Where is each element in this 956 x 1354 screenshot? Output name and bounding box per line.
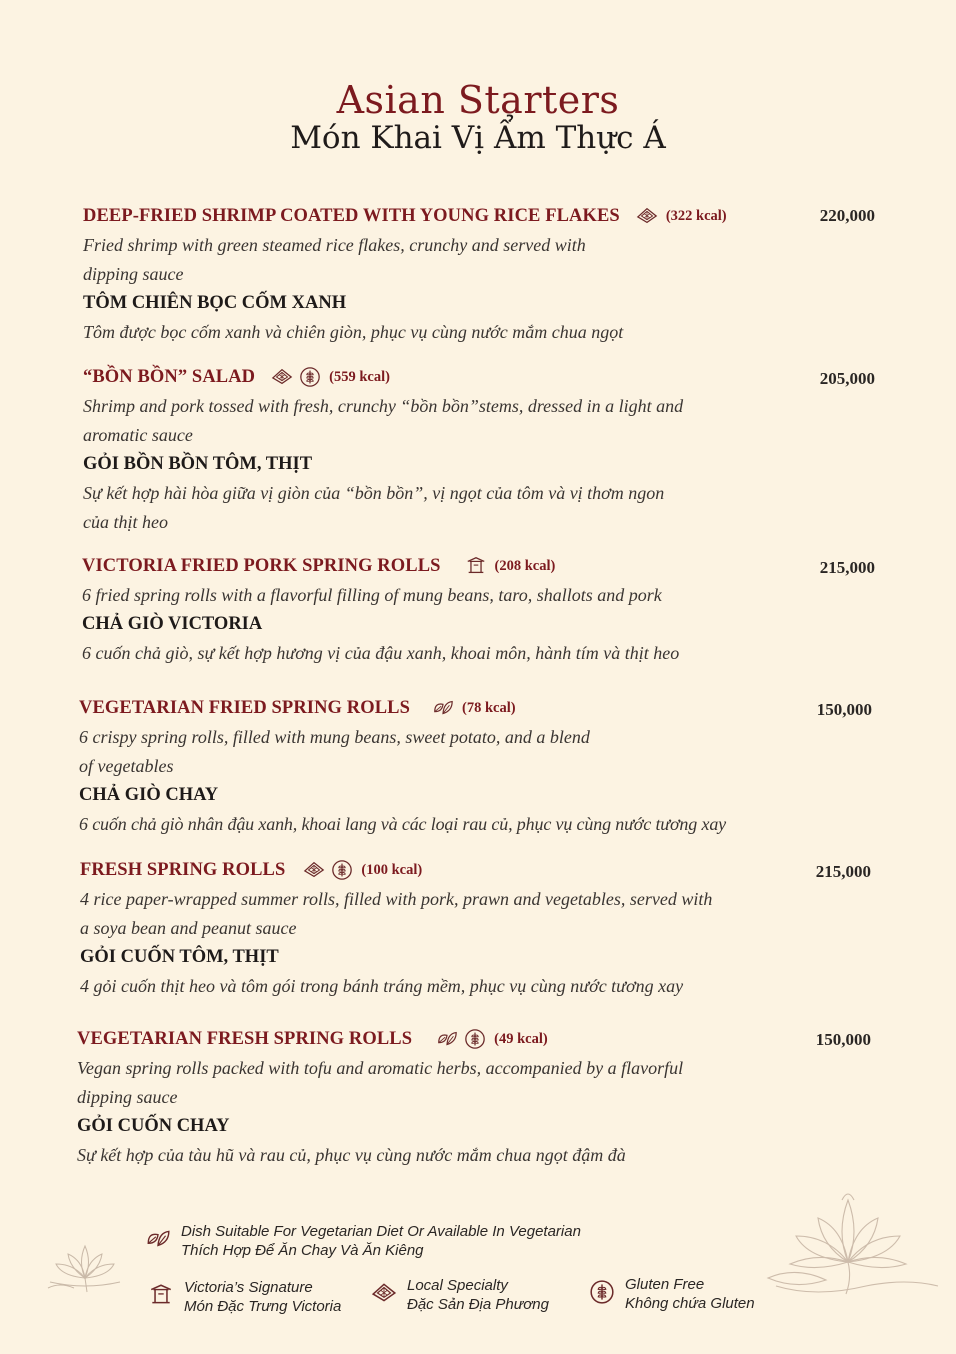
item-name: DEEP-FRIED SHRIMP COATED WITH YOUNG RICE FLAKES	[83, 205, 620, 226]
item-description	[77, 1054, 871, 1112]
legend-gluten-free	[589, 1275, 755, 1313]
item-price: 150,000	[816, 700, 872, 719]
menu-item	[79, 697, 872, 839]
lotus-decoration-icon	[40, 1232, 130, 1296]
item-price: 215,000	[815, 862, 871, 881]
item-description-vietnamese	[83, 318, 875, 347]
local-specialty-icon	[371, 1280, 397, 1306]
menu-item	[80, 859, 871, 1001]
legend-label-en: Gluten Free	[625, 1276, 705, 1293]
legend-label-vi: Đặc Sản Địa Phương	[407, 1296, 549, 1313]
item-name: VICTORIA FRIED PORK SPRING ROLLS	[82, 555, 441, 576]
gluten-free-icon	[299, 366, 321, 388]
item-description-vietnamese	[83, 479, 875, 537]
description-line: Shrimp and pork tossed with fresh, crunchy “bồn bồn”stems, dressed in a light and	[83, 396, 684, 416]
legend-label-en: Local Specialty	[407, 1277, 508, 1294]
item-description-vietnamese	[82, 639, 875, 668]
description-line: 4 gỏi cuốn thịt heo và tôm gói trong bánh tráng mềm, phục vụ cùng nước tương xay	[80, 976, 684, 996]
description-line: aromatic sauce	[83, 425, 193, 445]
legend-signature	[148, 1278, 341, 1316]
item-name-vietnamese: CHẢ GIÒ VICTORIA	[82, 614, 263, 634]
item-name-vietnamese: GỎI CUỐN TÔM, THỊT	[80, 947, 279, 967]
item-name: VEGETARIAN FRIED SPRING ROLLS	[79, 697, 410, 718]
legend-label-vi: Món Đặc Trưng Victoria	[184, 1298, 342, 1315]
item-kcal: (208 kcal)	[494, 557, 556, 574]
gluten-free-icon	[464, 1028, 486, 1050]
legend-vegetarian	[145, 1222, 581, 1260]
lotus-decoration-icon	[756, 1182, 946, 1302]
legend-label-vi: Không chứa Gluten	[625, 1295, 755, 1312]
item-name-vietnamese: GỎI BỒN BỒN TÔM, THỊT	[83, 454, 313, 474]
description-line: Fried shrimp with green steamed rice flakes, crunchy and served with	[83, 235, 586, 255]
item-description-vietnamese	[77, 1141, 871, 1170]
item-kcal: (559 kcal)	[329, 368, 390, 385]
vegetarian-leaf-icon	[145, 1226, 171, 1252]
item-name-vietnamese: TÔM CHIÊN BỌC CỐM XANH	[83, 293, 347, 313]
gluten-free-icon	[331, 859, 353, 881]
item-description	[83, 392, 875, 450]
item-description-vietnamese	[80, 972, 871, 1001]
title-vietnamese: Món Khai Vị Ẩm Thực Á	[290, 120, 666, 156]
legend-local-specialty	[371, 1276, 549, 1314]
vegetarian-leaf-icon	[432, 697, 454, 719]
description-line: dipping sauce	[77, 1087, 178, 1107]
description-line: của thịt heo	[83, 512, 168, 532]
gluten-free-icon	[589, 1279, 615, 1305]
description-line: Vegan spring rolls packed with tofu and aromatic herbs, accompanied by a flavorful	[77, 1058, 684, 1078]
legend-label-en: Victoria’s Signature	[184, 1279, 313, 1296]
item-description	[83, 231, 875, 289]
description-line: Sự kết hợp của tàu hũ và rau củ, phục vụ cùng nước mắm chua ngọt đậm đà	[77, 1145, 626, 1165]
victoria-signature-icon	[148, 1282, 174, 1308]
item-name: FRESH SPRING ROLLS	[80, 859, 286, 880]
menu-item	[83, 366, 875, 537]
description-line: Tôm được bọc cốm xanh và chiên giòn, phục vụ cùng nước mắm chua ngọt	[83, 322, 624, 342]
description-line: 6 fried spring rolls with a flavorful filling of mung beans, taro, shallots and pork	[82, 585, 662, 605]
item-name-vietnamese: GỎI CUỐN CHAY	[77, 1116, 230, 1136]
item-description	[79, 723, 872, 781]
item-description	[82, 581, 875, 610]
local-specialty-icon	[271, 366, 293, 388]
item-name: “BỒN BỒN” SALAD	[83, 366, 256, 387]
item-description	[80, 885, 871, 943]
legend-label-en: Dish Suitable For Vegetarian Diet Or Available In Vegetarian	[181, 1223, 581, 1240]
description-line: a soya bean and peanut sauce	[80, 918, 297, 938]
description-line: 6 crispy spring rolls, filled with mung beans, sweet potato, and a blend	[79, 727, 590, 747]
item-description-vietnamese	[79, 810, 872, 839]
item-name-vietnamese: CHẢ GIÒ CHAY	[79, 785, 219, 805]
menu-item	[77, 1028, 871, 1170]
description-line: 4 rice paper-wrapped summer rolls, filled with pork, prawn and vegetables, served with	[80, 889, 713, 909]
local-specialty-icon	[303, 859, 325, 881]
description-line: of vegetables	[79, 756, 174, 776]
menu-item	[83, 205, 875, 347]
vegetarian-leaf-icon	[436, 1028, 458, 1050]
legend-label-vi: Thích Hợp Để Ăn Chay Và Ăn Kiêng	[181, 1242, 424, 1259]
local-specialty-icon	[636, 205, 658, 227]
item-kcal: (322 kcal)	[665, 207, 727, 224]
item-kcal: (78 kcal)	[462, 699, 516, 716]
item-kcal: (49 kcal)	[494, 1030, 548, 1047]
item-price: 150,000	[815, 1030, 871, 1049]
menu-item	[82, 555, 875, 668]
description-line: dipping sauce	[83, 264, 184, 284]
description-line: 6 cuốn chả giò, sự kết hợp hương vị của đậu xanh, khoai môn, hành tím và thịt heo	[82, 643, 680, 663]
item-name: VEGETARIAN FRESH SPRING ROLLS	[77, 1028, 413, 1049]
item-price: 205,000	[819, 369, 875, 388]
victoria-signature-icon	[465, 555, 487, 577]
description-line: Sự kết hợp hài hòa giữa vị giòn của “bồn bồn”, vị ngọt của tôm và vị thơm ngon	[83, 483, 665, 503]
item-kcal: (100 kcal)	[361, 861, 423, 878]
description-line: 6 cuốn chả giò nhân đậu xanh, khoai lang và các loại rau củ, phục vụ cùng nước tương xay	[79, 814, 727, 834]
item-price: 220,000	[819, 206, 875, 225]
title-english: Asian Starters	[336, 78, 620, 122]
item-price: 215,000	[819, 558, 875, 577]
